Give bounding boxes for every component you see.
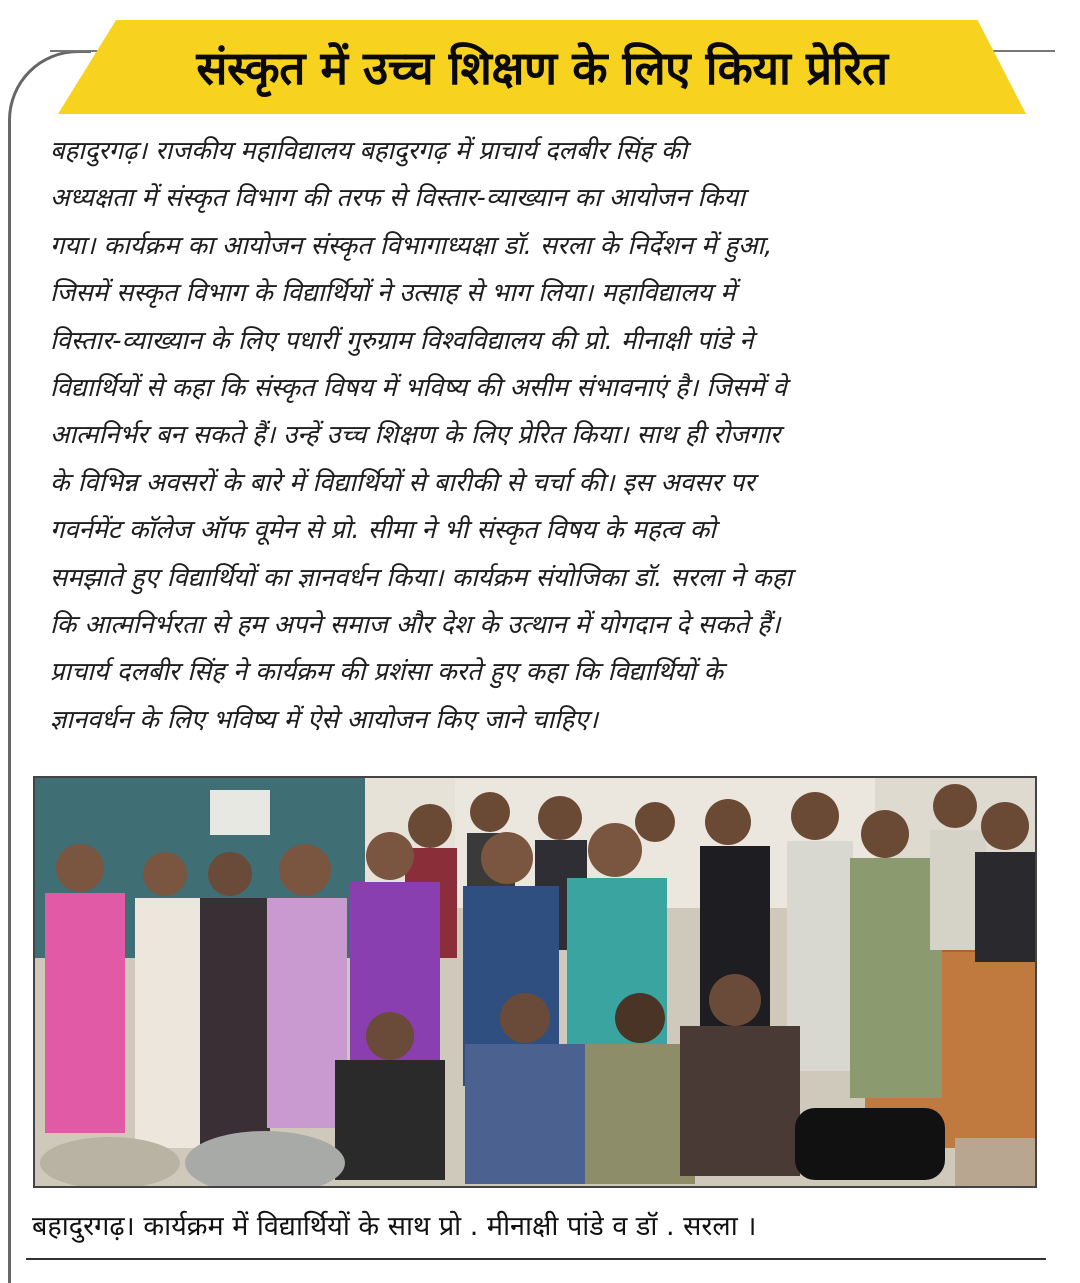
article-line: गया। कार्यक्रम का आयोजन संस्कृत विभागाध्यक्षा डॉ. सरला के निर्देशन में हुआ,: [50, 230, 773, 261]
group-photo: [33, 776, 1037, 1188]
article-line: गवर्नमेंट कॉलेज ऑफ वूमेन से प्रो. सीमा ने भी संस्कृत विषय के महत्व को: [50, 515, 716, 546]
article-line: समझाते हुए विद्यार्थियों का ज्ञानवर्धन किया। कार्यक्रम संयोजिका डॉ. सरला ने कहा: [50, 562, 792, 593]
article-line: विद्यार्थियों से कहा कि संस्कृत विषय में भविष्य की असीम संभावनाएं है। जिसमें वे: [50, 373, 787, 404]
article-body: [50, 128, 1030, 744]
article-line: के विभिन्न अवसरों के बारे में विद्यार्थियों से बारीकी से चर्चा की। इस अवसर पर: [50, 467, 755, 498]
article-line: प्राचार्य दलबीर सिंह ने कार्यक्रम की प्रशंसा करते हुए कहा कि विद्यार्थियों के: [50, 657, 724, 688]
article-line: जिसमें सस्कृत विभाग के विद्यार्थियों ने उत्साह से भाग लिया। महाविद्यालय में: [50, 278, 736, 309]
article-line: बहादुरगढ़। राजकीय महाविद्यालय बहादुरगढ़ में प्राचार्य दलबीर सिंह की: [50, 136, 688, 166]
article-line: आत्मनिर्भर बन सकते हैं। उन्हें उच्च शिक्षण के लिए प्रेरित किया। साथ ही रोजगार: [50, 420, 781, 451]
article-line: कि आत्मनिर्भरता से हम अपने समाज और देश के उत्थान में योगदान दे सकते हैं।: [50, 610, 781, 641]
article-line: ज्ञानवर्धन के लिए भविष्य में ऐसे आयोजन किए जाने चाहिए।: [50, 704, 598, 735]
frame-left-rule: [8, 200, 11, 1283]
caption-rule: [26, 1258, 1046, 1260]
headline: संस्कृत में उच्च शिक्षण के लिए किया प्रेरित: [196, 41, 888, 95]
article-line: अध्यक्षता में संस्कृत विभाग की तरफ से विस्तार-व्याख्यान का आयोजन किया: [50, 183, 745, 214]
article-line: विस्तार-व्याख्यान के लिए पधारीं गुरुग्राम विश्वविद्यालय की प्रो. मीनाक्षी पांडे ने: [50, 325, 754, 356]
photo-caption: बहादुरगढ़। कार्यक्रम में विद्यार्थियों के साथ प्रो . मीनाक्षी पांडे व डॉ . सरला ।: [32, 1210, 757, 1242]
group-photo-illustration: [35, 778, 1035, 1186]
